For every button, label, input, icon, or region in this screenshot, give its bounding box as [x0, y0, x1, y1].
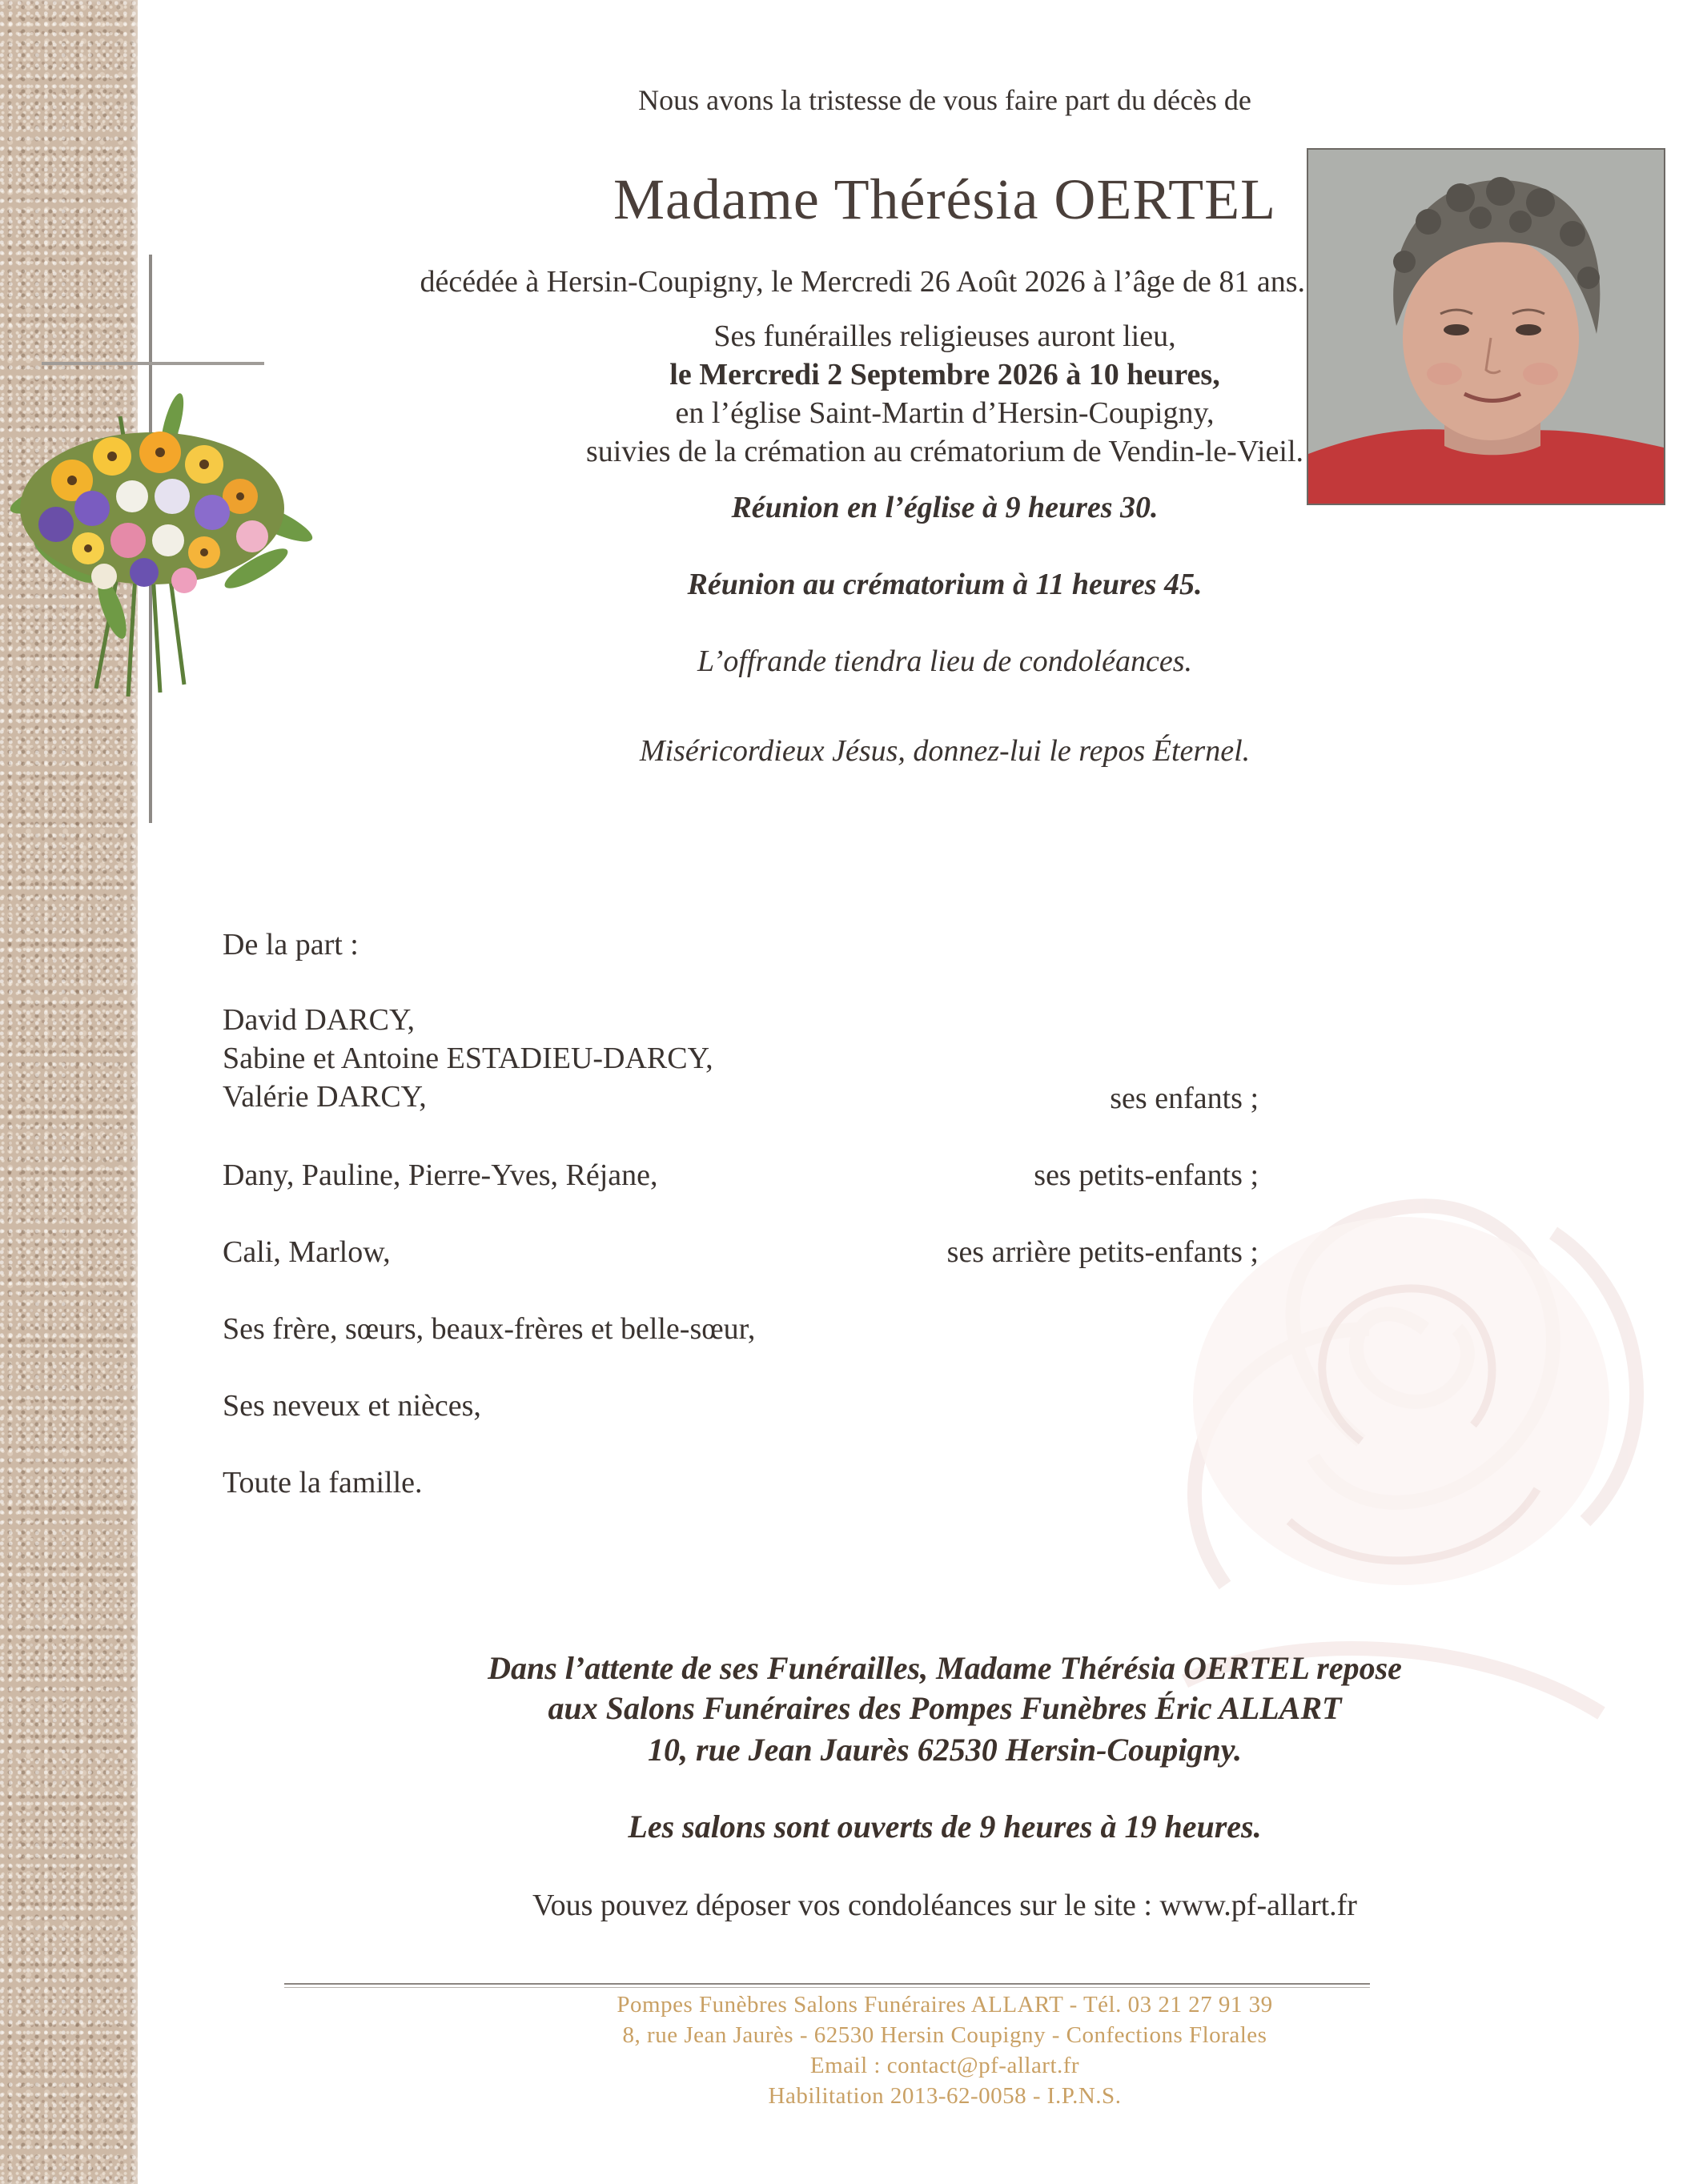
intro-text: Nous avons la tristesse de vous faire part du décès de — [638, 84, 1251, 116]
footer-address: 8, rue Jean Jaurès - 62530 Hersin Coupigny - Confections Florales — [622, 2022, 1267, 2048]
siblings-line: Ses frère, sœurs, beaux-frères et belle-sœur, — [223, 1312, 756, 1346]
rose-watermark — [1025, 1025, 1691, 1905]
footer-divider-shadow — [284, 1987, 1370, 1988]
footer-habilitation: Habilitation 2013-62-0058 - I.P.N.S. — [768, 2083, 1122, 2109]
grandchildren-names: Dany, Pauline, Pierre-Yves, Réjane, — [223, 1158, 658, 1192]
nephews-line: Ses neveux et nièces, — [223, 1389, 481, 1423]
repose-address: 10, rue Jean Jaurès 62530 Hersin-Coupigny. — [648, 1732, 1242, 1768]
funeral-intro: Ses funérailles religieuses auront lieu, — [713, 319, 1176, 353]
child-name: Sabine et Antoine ESTADIEU-DARCY, — [223, 1042, 713, 1075]
great-grandchildren-names: Cali, Marlow, — [223, 1235, 391, 1269]
footer-company: Pompes Funèbres Salons Funéraires ALLART - Tél. 03 21 27 91 39 — [617, 1992, 1273, 2017]
offering-note: L’offrande tiendra lieu de condoléances. — [697, 644, 1193, 678]
repose-line-1: Dans l’attente de ses Funérailles, Madame Thérésia OERTEL repose — [488, 1650, 1402, 1686]
funeral-date: le Mercredi 2 Septembre 2026 à 10 heures, — [669, 358, 1220, 391]
salon-hours: Les salons sont ouverts de 9 heures à 19 heures. — [628, 1809, 1262, 1845]
meeting-crematorium: Réunion au crématorium à 11 heures 45. — [687, 568, 1203, 601]
funeral-cremation: suivies de la crémation au crématorium de Vendin-le-Vieil. — [585, 435, 1304, 468]
death-details: décédée à Hersin-Coupigny, le Mercredi 26 Août 2026 à l’âge de 81 ans. — [420, 265, 1305, 299]
grandchildren-role: ses petits-enfants ; — [1034, 1158, 1259, 1192]
funeral-church: en l’église Saint-Martin d’Hersin-Coupigny, — [675, 396, 1215, 430]
deceased-name: Madame Thérésia OERTEL — [613, 167, 1277, 231]
child-name: David DARCY, — [223, 1003, 415, 1037]
condolences-website: Vous pouvez déposer vos condoléances sur le site : www.pf-allart.fr — [532, 1889, 1357, 1922]
meeting-church: Réunion en l’église à 9 heures 30. — [731, 491, 1159, 524]
family-intro: De la part : — [223, 928, 359, 962]
footer-email: Email : contact@pf-allart.fr — [809, 2053, 1080, 2078]
child-name: Valérie DARCY, — [223, 1080, 427, 1114]
prayer-line: Miséricordieux Jésus, donnez-lui le repos Éternel. — [639, 734, 1251, 768]
cross-horizontal-bar — [42, 362, 264, 365]
granite-strip — [0, 0, 138, 2184]
great-grandchildren-role: ses arrière petits-enfants ; — [946, 1235, 1259, 1269]
footer-divider — [284, 1983, 1370, 1985]
repose-line-2: aux Salons Funéraires des Pompes Funèbres Éric ALLART — [548, 1690, 1342, 1726]
children-role: ses enfants ; — [1110, 1082, 1259, 1115]
family-all: Toute la famille. — [223, 1466, 423, 1499]
